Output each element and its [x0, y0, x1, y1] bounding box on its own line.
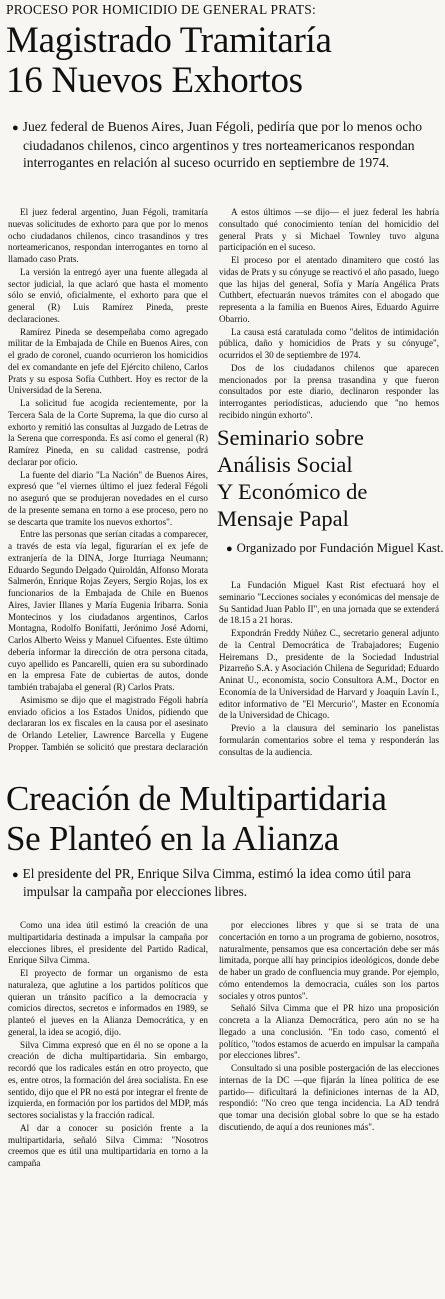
- paragraph: Previo a la clausura del seminario los panelistas formularán comentarios sobre el tema y responderán las consultas de la audiencia.: [219, 723, 439, 757]
- deck-text: Juez federal de Buenos Aires, Juan Fégoli, pediría que por lo menos ocho ciudadanos chilenos, cinco argentinos y tres norteamericanos respondan interrogantes en relación al suceso ocurrido en septiembre de 1974.: [22, 119, 423, 171]
- seminar-deck: [226, 540, 445, 557]
- alianza-deck: [12, 866, 443, 900]
- alianza-headline-line-1: Creación de Multipartidaria: [6, 779, 387, 818]
- paragraph: A estos últimos —se dijo— el juez federal les habría consultado qué conocimiento tenían del homicidio del general Prats y si Michael Townley tuvo alguna participación en el suceso.: [219, 207, 439, 253]
- article-column-left: [8, 207, 208, 754]
- paragraph: Silva Cimma expresó que en él no se opone a la creación de dicha multipartidaria. Sin embargo, recordó que los radicales están en otro proyecto, que es, entre otros, la formación del área socialista. En ese sentido, dijo que el PR no está por integrar el frente de izquierda, en formación por los partidos del MDP, más sectores socialistas y la fracción radical.: [8, 1039, 208, 1120]
- seminar-headline-line-1: Seminario sobre: [217, 425, 364, 450]
- headline-line-1: Magistrado Tramitaría: [6, 20, 332, 61]
- alianza-column-left: [8, 920, 208, 1292]
- alianza-column-right: [219, 920, 439, 1292]
- paragraph: Señaló Silva Cimma que el PR hizo una proposición concreta a la Alianza Democrática, pero aún no se ha llegado a una conclusión. "En todo caso, comentó el político, "todos estamos de acuerdo en impulsar la campaña por elecciones libres".: [219, 1003, 439, 1061]
- seminar-body: [219, 580, 439, 758]
- paragraph: Como una idea útil estimó la creación de una multipartidaria destinada a impulsar la campaña por elecciones libres, el presidente del Partido Radical, Enrique Silva Cimma.: [8, 920, 208, 966]
- paragraph: La Fundación Miguel Kast Rist efectuará hoy el seminario "Lecciones sociales y económicas del mensaje de Su Santidad Juan Pablo II", en una jornada que se extenderá de 18.15 a 21 horas.: [219, 580, 439, 626]
- seminar-headline-line-3: Y Económico de: [217, 479, 368, 504]
- paragraph: La fuente del diario "La Nación" de Buenos Aires, expresó que "el viernes último el juez federal Fégoli no aseguró que se produjeran novedades en el curso de la presente semana en torno a ese proceso, pero no se descarta que tramite los nuevos exhortos".: [8, 469, 208, 527]
- seminar-deck-text: Organizado por Fundación Miguel Kast.: [236, 541, 444, 555]
- deck: [12, 118, 441, 172]
- article-column-right: [219, 207, 439, 421]
- kicker: PROCESO POR HOMICIDIO DE GENERAL PRATS:: [6, 2, 316, 17]
- bullet-icon: ●: [12, 122, 19, 134]
- seminar-headline-line-4: Mensaje Papal: [217, 506, 349, 531]
- paragraph: por elecciones libres y que si se trata de una concertación en torno a un programa de gobierno, nosotros, naturalmente, pensamos que esa concertación debe ser más limitada, porque allí hay principios ideológicos, donde debe de haber un grado de confluencia muy grande. Por ejemplo, cómo entendemos la democracia, cuáles son los partos sociales y otros puntos".: [219, 920, 439, 1001]
- bullet-icon: ●: [12, 869, 19, 881]
- seminar-headline-line-2: Análisis Social: [217, 452, 353, 477]
- paragraph: El proceso por el atentado dinamitero que costó las vidas de Prats y su cónyuge se reactivó el año pasado, luego que las hijas del general, Sofía y María Angélica Prats Cuthbert, efectuarán nuevos trámites con el abogado que representa a la familia en Buenos Aires, Eduardo Aguirre Obarrio.: [219, 255, 439, 324]
- paragraph: Consultado si una posible postergación de las elecciones internas de la DC —que fijarán la línea política de ese partido— dificultará la definiciones internas de la AD, respondió: "No creo que tenga incidencia. La AD tendrá que tomar una decisión global sobre lo que se ha estado discutiendo, de aquí a dos reuniones más".: [219, 1063, 439, 1132]
- paragraph: La solicitud fue acogida recientemente, por la Tercera Sala de la Corte Suprema, la que dio curso al exhorto y remitió las consultas al Juzgado de Letras de la Serena que corresponda. Es así como el general (R) Ramírez Pineda, en su calidad castrense, podrá declarar por oficio.: [8, 398, 208, 467]
- paragraph: La causa está caratulada como "delitos de intimidación pública, daño y homicidios de Prats y su cónyuge", ocurridos el 30 de septiembre de 1974.: [219, 326, 439, 360]
- paragraph: Ramírez Pineda se desempeñaba como agregado militar de la Embajada de Chile en Buenos Aires, con el grado de coronel, cuando ocurrieron los homicidios del ex comandante en jefe del Ejército chileno, Carlos Prats y su esposa Sofía Cuthbert. Hoy es rector de la Universidad de la Serena.: [8, 326, 208, 396]
- bullet-icon: ●: [226, 543, 233, 555]
- alianza-headline-line-2: Se Planteó en la Alianza: [6, 819, 339, 858]
- paragraph: El juez federal argentino, Juan Fégoli, tramitaría nuevas solicitudes de exhorto para que por lo menos ocho ciudadanos chilenos, cinco trasandinos y tres norteamericanos, respondan interrogantes en torno al llamado caso Prats.: [8, 207, 208, 264]
- paragraph: Entre las personas que serían citadas a comparecer, a través de esta vía legal, figurarían el ex jefe de extranjería de la DINA, Jorge Iturriaga Neumann; Eduardo Segundo Delgado Quiroldán, Alfonso Morata Salmerón, Enrique Rojas Zeyers, Sergio Rojas, los ex funcionarios de la Embajada de Chile en Buenos Aires, Javier Illanes y María Eugenia Iribarra. Sonia Montecinos y los ciudadanos argentinos, Carlos Montagna, Rodolfo Bonifatti, Jerónimo José Adorni, Carlos Alberto Weiss y Manuel Cifuentes. Este último debería informar la dirección de otra persona citada, cuyo apellido es Pancarelli, quien era su subordinado en la empresa Fate de cubiertas de autos, donde también trabajaba el general (R) Carlos Prats.: [8, 529, 208, 692]
- paragraph: Asimismo se dijo que el magistrado Fégoli habría enviado oficios a los Estados Unidos, pidiendo que declararan los ex fiscales en la causa por el asesinato de Orlando Letelier, Lawrence Barcella y Eugene Propper. También se solicitó que prestara declaración: [8, 694, 208, 752]
- paragraph: Dos de los ciudadanos chilenos que aparecen mencionados por la prensa trasandina y que fueron consultados por este diario, declinaron responder las interrogantes periodísticas, aduciendo que "no hemos recibido ningún exhorto".: [219, 362, 439, 420]
- alianza-deck-text: El presidente del PR, Enrique Silva Cimma, estimó la idea como útil para impulsar la campaña por elecciones libres.: [22, 866, 411, 899]
- paragraph: La versión la entregó ayer una fuente allegada al sector judicial, la que aclaró que hasta el momento sólo se envió, oficialmente, el exhorto para que el general (R) Luis Ramírez Pineda, preste declaraciones.: [8, 266, 208, 324]
- paragraph: Expondrán Freddy Núñez C., secretario general adjunto de la Central Democrática de Trabajadores; Eugenio Heiremans D., presidente de la Sociedad Industrial Pizarreño S.A. y Asociación Chilena de Seguridad; Eduardo Aninat U., economista, socio Consultora A.M., Doctor en Economía de la Universidad de Harvard y Joaquín Lavín I., editor informativo de "El Mercurio", Master en Economía de la Universidad de Chicago.: [219, 628, 439, 721]
- paragraph: Al dar a conocer su posición frente a la multipartidaria, señaló Silva Cimma: "Nosotros creemos que es útil una multipartidaria en torno a la campaña: [8, 1122, 208, 1168]
- paragraph: El proyecto de formar un organismo de esta naturaleza, que aglutine a los partidos políticos que quieran un tránsito pacífico a la democracia y comicios directos, secretos e informados en 1989, se planteó el jueves en la Alianza Democrática, y en general, la idea se acogió, dijo.: [8, 968, 208, 1037]
- headline-line-2: 16 Nuevos Exhortos: [6, 60, 303, 101]
